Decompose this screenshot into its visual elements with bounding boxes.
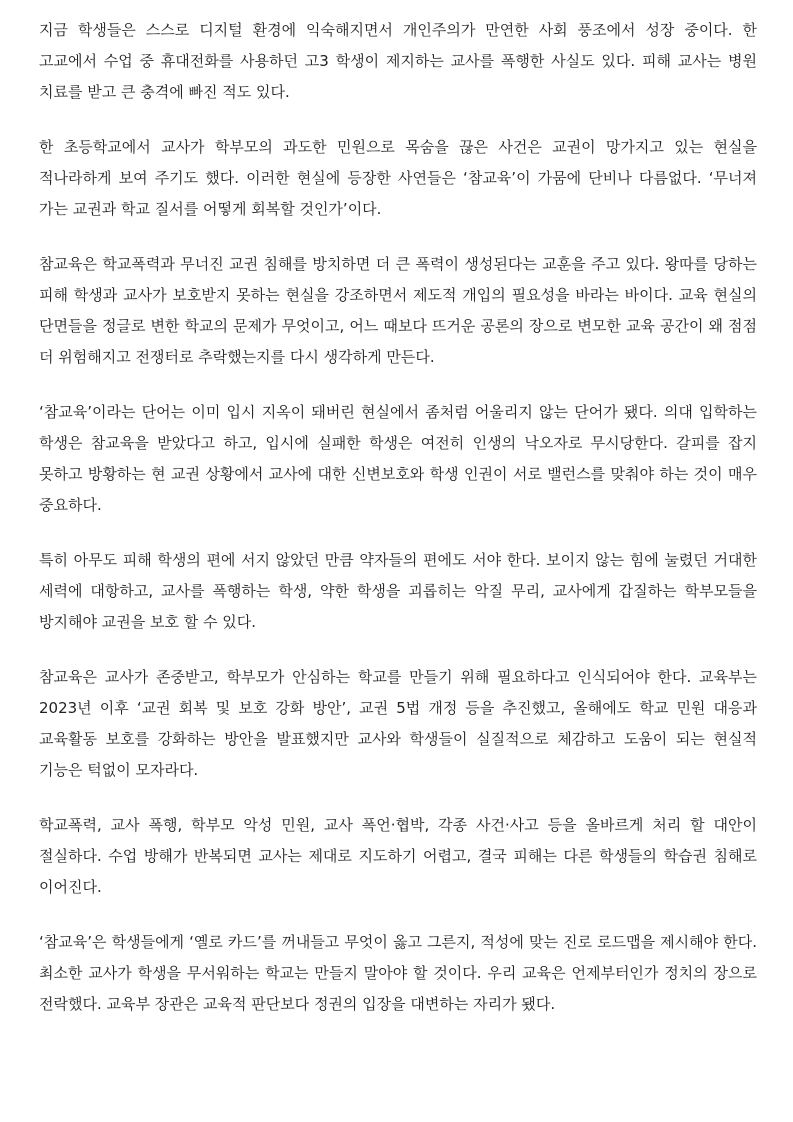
article-paragraph: 학교폭력, 교사 폭행, 학부모 악성 민원, 교사 폭언·협박, 각종 사건·사고 등을 올바르게 처리 할 대안이 절실하다. 수업 방해가 반복되면 교사는 제대로 지도하기 어렵고, 결국 피해는 다른 학생들의 학습권 침해로 이어진다. [39,816,757,896]
article-paragraph: ‘참교육’이라는 단어는 이미 입시 지옥이 돼버린 현실에서 좀처럼 어울리지 않는 단어가 됐다. 의대 입학하는 학생은 참교육을 받았다고 하고, 입시에 실패한 학생은 여전히 인생의 낙오자로 무시당한다. 갈피를 잡지 못하고 방황하는 현 교권 상황에서 교사에 대한 신변보호와 학생 인권이 서로 밸런스를 맞춰야 하는 것이 매우 중요하다. [39,403,757,514]
article-paragraph: ‘참교육’은 학생들에게 ‘옐로 카드’를 꺼내들고 무엇이 옳고 그른지, 적성에 맞는 진로 로드맵을 제시해야 한다. 최소한 교사가 학생을 무서워하는 학교는 만들지 말아야 할 것이다. 우리 교육은 언제부터인가 정치의 장으로 전락했다. 교육부 장관은 교육적 판단보다 정권의 입장을 대변하는 자리가 됐다. [39,933,757,1013]
article-paragraph: 특히 아무도 피해 학생의 편에 서지 않았던 만큼 약자들의 편에도 서야 한다. 보이지 않는 힘에 눌렸던 거대한 세력에 대항하고, 교사를 폭행하는 학생, 약한 학생을 괴롭히는 악질 무리, 교사에게 갑질하는 학부모들을 방지해야 교권을 보호 할 수 있다. [39,551,757,631]
article-paragraph: 지금 학생들은 스스로 디지털 환경에 익숙해지면서 개인주의가 만연한 사회 풍조에서 성장 중이다. 한 고교에서 수업 중 휴대전화를 사용하던 고3 학생이 제지하는 교사를 폭행한 사실도 있다. 피해 교사는 병원 치료를 받고 큰 충격에 빠진 적도 있다. [39,21,757,101]
article-paragraph: 참교육은 학교폭력과 무너진 교권 침해를 방치하면 더 큰 폭력이 생성된다는 교훈을 주고 있다. 왕따를 당하는 피해 학생과 교사가 보호받지 못하는 현실을 강조하면서 제도적 개입의 필요성을 바라는 바이다. 교육 현실의 단면들을 정글로 변한 학교의 문제가 무엇이고, 어느 때보다 뜨거운 공론의 장으로 변모한 교육 공간이 왜 점점 더 위험해지고 전쟁터로 추락했는지를 다시 생각하게 만든다. [39,255,757,366]
article-paragraph: 한 초등학교에서 교사가 학부모의 과도한 민원으로 목숨을 끊은 사건은 교권이 망가지고 있는 현실을 적나라하게 보여 주기도 했다. 이러한 현실에 등장한 사연들은 ‘참교육’이 가뭄에 단비나 다름없다. ‘무너져 가는 교권과 학교 질서를 어떻게 회복할 것인가’이다. [39,138,757,218]
article-body [39,15,757,1044]
article-paragraph: 참교육은 교사가 존중받고, 학부모가 안심하는 학교를 만들기 위해 필요하다고 인식되어야 한다. 교육부는 2023년 이후 ‘교권 회복 및 보호 강화 방안’, 교권 5법 개정 등을 추진했고, 올해에도 학교 민원 대응과 교육활동 보호를 강화하는 방안을 발표했지만 교사와 학생들이 실질적으로 체감하고 도움이 되는 현실적 기능은 턱없이 모자라다. [39,668,757,779]
